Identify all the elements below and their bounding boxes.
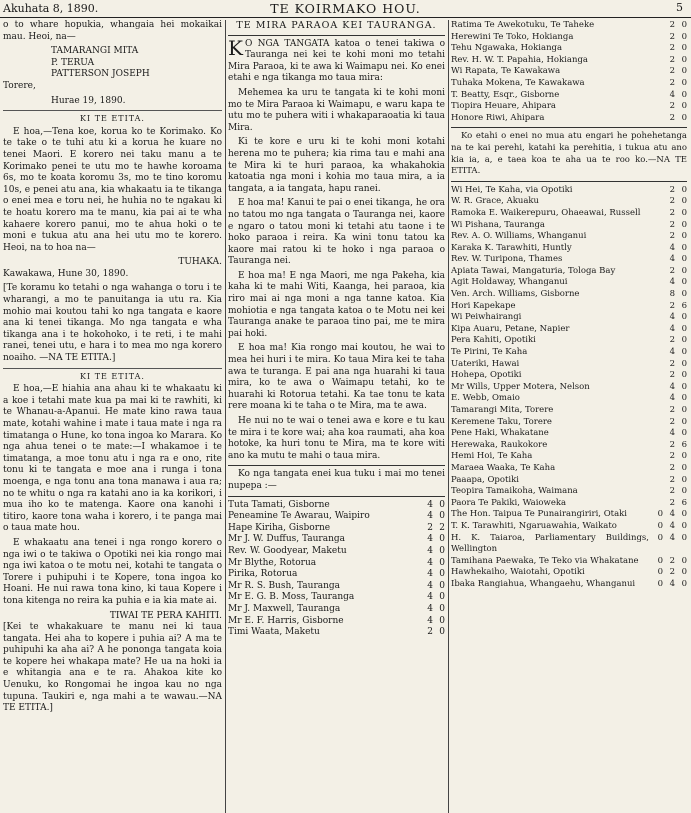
subscriber-row <box>451 101 687 113</box>
subscriber-name: Mr E. F. Harris, Gisborne <box>228 615 344 626</box>
column-subscribers <box>451 20 687 813</box>
subscriber-row <box>451 66 687 78</box>
subscriber-amount: 0 <box>681 207 687 218</box>
subscriber-name: Te Pirini, Te Kaha <box>451 347 528 358</box>
subscriber-amount: 2 <box>669 184 675 195</box>
subscriber-name: Kipa Auaru, Petane, Napier <box>451 323 570 334</box>
subscriber-row <box>228 546 445 558</box>
subscriber-amount: 2 <box>669 370 675 381</box>
subscriber-amount: 0 <box>657 578 663 589</box>
subscriber-row <box>451 393 687 405</box>
subscriber-amount: 0 <box>681 486 687 497</box>
subscriber-row <box>451 196 687 208</box>
subscriber-name: Agit Holdaway, Whanganui <box>451 277 568 288</box>
subscriber-amount: 4 <box>669 242 675 253</box>
subscriber-amount: 2 <box>669 416 675 427</box>
subscriber-amount: 0 <box>681 509 687 520</box>
subscriber-name: Mr J. W. Duffus, Tauranga <box>228 534 346 545</box>
intro-text: o to whare hopukia, whangaia hei mokaikai mau. Heoi, na— <box>3 20 222 42</box>
subscriber-amount: 4 <box>669 347 675 358</box>
subscriber-amount: 2 <box>669 54 675 65</box>
subscriber-amount: 2 <box>427 522 433 533</box>
subscriber-amount: 4 <box>669 254 675 265</box>
column-mill-article <box>228 20 445 813</box>
subscriber-amount: 0 <box>681 451 687 462</box>
subscriber-amount: 0 <box>681 555 687 566</box>
letter-body: E hoa,—E hiahia ana ahau ki te whakaatu ki a koe i tetahi mate kua pa mai ki te rawhiti, ki te Whanau-a-Apanui. He mate kino rawa taua mate, kotahi wahine i mate i taua mate i nga ra timatanga o Hune, ko tona ingoa ko Marara. Ko nga ahua tenei o te mate:—I whakamoe i te timatanga, a moe tonu atu i nga ra e ono, rite tonu ki te tangata e moe ana i runga i tona moenga, e nga tonu ana tona manawa i aua ra; no te whitu o nga ra katahi ano ia ka korikori, i mua iho ko te matenga. Kaore ona kanohi i titiro, kaore tona waha i korero, i te panga mai o taua mate hou. <box>3 384 222 534</box>
subscriber-name: Tuhaka Mokena, Te Kawakawa <box>451 77 585 88</box>
subscriber-name: Wi Rapata, Te Kawakawa <box>451 66 561 77</box>
article-paragraph: E hoa ma! Kia rongo mai koutou, he wai to mea hei huri i te mira. Ko taua Mira kei te taha awa te turanga. E pai ana nga huarahi ki taua mira, ko te awa o Waimapu tetahi, ko te huarahi ki Rotorua tetahi. Ka tae tonu te kata rere moana ki te taha o te Mira, ma te awa. <box>228 343 445 412</box>
subscriber-amount: 8 <box>669 289 675 300</box>
subscriber-row <box>451 277 687 289</box>
subscriber-name: Teopira Tamaikoha, Waimana <box>451 486 578 497</box>
subscriber-name: Tamihana Paewaka, Te Teko via Whakatane <box>451 555 639 566</box>
subscriber-name: Ibaka Rangiahua, Whangaehu, Whanganui <box>451 578 636 589</box>
article-paragraph: KO NGA TANGATA katoa o tenei takiwa o Tauranga nei kei te kohi moni mo tetahi Mira Paraoa, ki te awa ki Waimapu nei. Ko enei etahi e nga tikanga mo taua mira: <box>228 35 445 84</box>
subscriber-row <box>451 370 687 382</box>
subscriber-name: Hape Kiriha, Gisborne <box>228 522 331 533</box>
letter-signature: TIWAI TE PERA KAHITI. <box>109 610 222 621</box>
subscriber-row <box>228 627 445 639</box>
subscriber-row <box>451 417 687 429</box>
subscriber-amount: 2 <box>669 219 675 230</box>
article-paragraph: Ki te kore e uru ki te kohi moni kotahi herena mo te puhera; kia rima tau e mahi ana te Mira ki te huri paraoa, ka whakahokia katoatia nga moni i kohia mo taua mira, a ia tangata, a ia tangata, hapu ranei. <box>228 137 445 194</box>
signer: PATTERSON JOSEPH <box>51 69 150 80</box>
subscriber-row <box>228 500 445 512</box>
subscriber-list <box>451 509 687 590</box>
subscriber-amount: 2 <box>427 627 433 638</box>
subscriber-amount: 0 <box>681 578 687 589</box>
subscriber-amount: 0 <box>681 358 687 369</box>
subscriber-amount: 0 <box>681 381 687 392</box>
subscriber-row <box>451 243 687 255</box>
issue-date: Akuhata 8, 1890. <box>3 2 99 15</box>
subscriber-row <box>451 231 687 243</box>
subscriber-amount: 4 <box>669 277 675 288</box>
subscriber-amount: 0 <box>681 66 687 77</box>
subscriber-amount: 4 <box>427 545 433 556</box>
subscriber-name: Honore Riwi, Ahipara <box>451 112 545 123</box>
subscriber-amount: 0 <box>439 545 445 556</box>
subscriber-amount: 0 <box>681 347 687 358</box>
subscriber-name: Rev. W. Goodyear, Maketu <box>228 545 347 556</box>
subscriber-row <box>228 534 445 546</box>
subscriber-row <box>451 312 687 324</box>
masthead-title: TE KOIRMAKO HOU. <box>270 1 421 16</box>
subscriber-name: H. K. Taiaroa, Parliamentary Buildings, Wellington <box>451 532 649 555</box>
subscriber-row <box>451 567 687 579</box>
subscriber-name: Apiata Tawai, Mangaturia, Tologa Bay <box>451 265 616 276</box>
subscriber-amount: 0 <box>681 265 687 276</box>
subscriber-amount: 4 <box>669 393 675 404</box>
subscriber-row <box>451 20 687 32</box>
letter-signature: TUHAKA. <box>178 257 222 268</box>
subscriber-amount: 4 <box>669 89 675 100</box>
subscriber-name: Karaka K. Tarawhiti, Huntly <box>451 242 572 253</box>
subscriber-amount: 0 <box>681 277 687 288</box>
subscriber-amount: 4 <box>427 534 433 545</box>
subscriber-row <box>451 55 687 67</box>
subscriber-amount: 0 <box>681 405 687 415</box>
subscriber-row <box>228 511 445 523</box>
subscriber-name: Paora Te Pakiki, Waioweka <box>451 497 567 508</box>
subscriber-row <box>228 569 445 581</box>
subscriber-name: Wi Pishana, Tauranga <box>451 219 545 230</box>
subscriber-amount: 2 <box>669 335 675 346</box>
subscriber-amount: 2 <box>669 300 675 311</box>
subscriber-name: Hawhekaiho, Waiotahi, Opotiki <box>451 567 585 578</box>
subscriber-row <box>451 335 687 347</box>
subscriber-amount: 2 <box>669 207 675 218</box>
letter-body: E hoa,—Tena koe, korua ko te Korimako. Ko te take o te tuhi atu ki a korua he kuare no tenei Maori. E korero nei taku manu a te Korimako penei te utu mo te hawhe koroama 6s, mo te koata koromu 3s, mo te tino koromu 10s, e penei atu ana, kia whakaatu ia te tikanga o enei mea e toru nei, he huhia no te ngakau ki te hoatu korero ma te manu, kia pai ai te wha kahaere korero panui, mo te ahua hoki o te moni e tukua atu ana hei utu mo te korero. Heoi, na to hoa na— <box>3 126 222 253</box>
subscriber-name: Tamarangi Mita, Torere <box>451 405 554 415</box>
subscriber-amount: 2 <box>669 474 675 485</box>
subscriber-name: Wi Hei, Te Kaha, via Opotiki <box>451 184 573 195</box>
subscriber-amount: 4 <box>669 312 675 323</box>
subscriber-amount: 2 <box>669 43 675 54</box>
subscriber-name: Mr Wills, Upper Motera, Nelson <box>451 381 590 392</box>
subscriber-amount: 0 <box>681 242 687 253</box>
subscriber-amount: 0 <box>681 289 687 300</box>
subscriber-row <box>451 289 687 301</box>
subscriber-amount: 0 <box>439 627 445 638</box>
subscriber-amount: 2 <box>669 497 675 508</box>
subscriber-row <box>451 254 687 266</box>
subscriber-name: Paaapa, Opotiki <box>451 474 519 485</box>
subscriber-row <box>228 523 445 535</box>
subscriber-row <box>451 509 687 521</box>
subscriber-row <box>451 475 687 487</box>
subscriber-name: Timi Waata, Maketu <box>228 627 320 638</box>
subscriber-row <box>451 428 687 440</box>
subscriber-name: Ven. Arch. Williams, Gisborne <box>451 289 580 300</box>
subscriber-row <box>451 382 687 394</box>
subscriber-name: Mr Blythe, Rotorua <box>228 557 317 568</box>
subscriber-row <box>451 78 687 90</box>
letter-place: Kawakawa, Hune 30, 1890. <box>3 268 129 279</box>
subscriber-amount: 0 <box>681 532 687 543</box>
subscriber-amount: 0 <box>439 569 445 580</box>
subscriber-row <box>451 301 687 313</box>
subscriber-name: Mr R. S. Bush, Tauranga <box>228 580 341 591</box>
subscriber-row <box>451 90 687 102</box>
subscriber-amount: 2 <box>669 196 675 207</box>
subscriber-name: The Hon. Taipua Te Punairangiriri, Otaki <box>451 509 628 520</box>
subscriber-amount: 4 <box>669 578 675 589</box>
subscriber-row <box>451 208 687 220</box>
subscriber-amount: 0 <box>681 196 687 207</box>
subscriber-row <box>451 32 687 44</box>
subscriber-amount: 0 <box>681 254 687 265</box>
subscriber-name: Hori Kapekape <box>451 300 516 311</box>
subscriber-amount: 4 <box>427 615 433 626</box>
subscriber-name: Herewaka, Raukokore <box>451 439 548 450</box>
subscriber-name: Mr E. G. B. Moss, Tauranga <box>228 592 355 603</box>
subscriber-amount: 2 <box>669 555 675 566</box>
subscriber-name: Ramoka E. Waikerepuru, Ohaeawai, Russell <box>451 207 641 218</box>
subscriber-amount: 0 <box>681 31 687 42</box>
signer: P. TERUA <box>51 57 95 68</box>
subscriber-amount: 0 <box>681 112 687 123</box>
subscriber-amount: 4 <box>427 569 433 580</box>
subscriber-amount: 0 <box>439 511 445 522</box>
subscriber-amount: 2 <box>669 567 675 578</box>
subscriber-amount: 0 <box>681 474 687 485</box>
page-number: 5 <box>676 1 683 14</box>
subscriber-list <box>451 20 687 124</box>
subscriber-amount: 2 <box>669 405 675 415</box>
subscriber-amount: 0 <box>681 184 687 195</box>
editor-note: Ko etahi o enei no mua atu engari he pohehetanga na te kai perehi, katahi ka perehitia, i tukua atu ano kia ia, a, e taea koa te aha ua te roo ko.—NA TE ETITA. <box>451 131 687 177</box>
subscriber-name: Rev. W. Turipona, Thames <box>451 254 563 265</box>
article-paragraph: Mehemea ka uru te tangata ki te kohi moni mo te Mira Paraoa ki Waimapu, e waru kapa te utu mo te puhera witi i whakaparaoatia ki taua Mira. <box>228 87 445 133</box>
subscriber-amount: 4 <box>427 511 433 522</box>
subscriber-amount: 0 <box>681 335 687 346</box>
subscriber-row <box>451 266 687 278</box>
article-paragraph: He nui no te wai o tenei awa e kore e tu kau te mira i te kore wai; aha koa raumati, aha koa hotoke, ka huri tonu te Mira, ma te kore witi ano ka mutu te mahi o taua mira. <box>228 416 445 461</box>
subscriber-row <box>228 581 445 593</box>
subscriber-amount: 2 <box>669 439 675 450</box>
letter-body: E whakaatu ana tenei i nga rongo korero o nga iwi o te takiwa o Opotiki nei kia rongo mai nga iwi katoa o te motu nei, kotahi te tangata o Torere i puhipuhi i te Kopere, tona ingoa ko Hoani. He nui rawa tona kino, ki taua Kopere i tona kitenga no reira ka puhia e ia kia mate ai. <box>3 537 222 606</box>
subscriber-amount: 0 <box>439 580 445 591</box>
article-paragraph: E hoa ma! Kanui te pai o enei tikanga, he ora no tatou mo nga tangata o Tauranga nei, kaore e ngaro o tatou moni ki tetahi atu taone i te hoko paraoa i reira. Ka wini tonu tatou ka kaore mai ratou ki te hoko i nga paraoa o Tauranga nei. <box>228 198 445 267</box>
subscriber-amount: 0 <box>681 520 687 531</box>
subscriber-amount: 0 <box>681 312 687 323</box>
subscriber-name: Pera Kahiti, Opotiki <box>451 335 536 346</box>
subscriber-amount: 2 <box>669 101 675 112</box>
subscriber-row <box>451 451 687 463</box>
subscriber-name: Pirika, Rotorua <box>228 569 298 580</box>
subscriber-amount: 2 <box>669 66 675 77</box>
subscriber-amount: 4 <box>427 499 433 510</box>
subscriber-amount: 0 <box>439 499 445 510</box>
subscriber-row <box>451 359 687 371</box>
subscriber-row <box>228 592 445 604</box>
subscriber-row <box>451 579 687 591</box>
subscriber-name: Tehu Ngawaka, Hokianga <box>451 43 563 54</box>
subscriber-amount: 4 <box>427 557 433 568</box>
subscriber-amount: 4 <box>669 509 675 520</box>
subscriber-amount: 0 <box>657 509 663 520</box>
subscriber-row <box>228 604 445 616</box>
subscriber-amount: 4 <box>669 381 675 392</box>
article-paragraph: E hoa ma! E nga Maori, me nga Pakeha, kia kaha ki te mahi Witi, Kaanga, hei paraoa, kia riro mai ai nga moni a nga tanne katoa. Kia mohiotia e nga tangata katoa o te Motu nei kei Tauranga anake te paraoa tino pai, me te mira pai hoki. <box>228 270 445 339</box>
subscriber-amount: 6 <box>681 300 687 311</box>
subscriber-name: E. Webb, Omaio <box>451 393 520 404</box>
divider <box>451 181 687 182</box>
subscriber-amount: 0 <box>439 615 445 626</box>
signer: TAMARANGI MITA <box>51 46 139 57</box>
page-header <box>0 0 691 18</box>
subscriber-amount: 2 <box>669 77 675 88</box>
subscriber-amount: 2 <box>669 358 675 369</box>
subscriber-name: Ratima Te Awekotuku, Te Taheke <box>451 20 595 30</box>
subscriber-name: Uateriki, Hawai <box>451 358 520 369</box>
subscriber-amount: 0 <box>681 323 687 334</box>
subscriber-amount: 2 <box>669 486 675 497</box>
subscriber-name: Peneamine Te Awarau, Waipiro <box>228 511 370 522</box>
subscriber-amount: 4 <box>427 603 433 614</box>
letter-date: Hurae 19, 1890. <box>51 95 126 106</box>
subscriber-name: Rev. A. O. Williams, Whanganui <box>451 231 587 242</box>
article-title: TE MIRA PARAOA KEI TAURANGA. <box>236 20 437 31</box>
subscriber-name: W. R. Grace, Akuaku <box>451 196 540 207</box>
subscriber-amount: 0 <box>681 231 687 242</box>
subscriber-amount: 0 <box>681 567 687 578</box>
subscriber-amount: 0 <box>681 20 687 30</box>
subscriber-row <box>451 463 687 475</box>
subscriber-amount: 2 <box>669 265 675 276</box>
letter-place: Torere, <box>3 80 36 91</box>
subscriber-amount: 0 <box>681 416 687 427</box>
editor-reply: [Kei te whakakuare te manu nei ki taua tangata. Hei aha to kopere i puhia ai? A ma te puhipuhi ka aha ai? A he pononga tangata koia te kopere hei whakapa mate? He ua na hoki ia e whitangia ana e te ra. Ahakoa kite ko Uenuku, ko Rongomai he ingoa kau no nga tupuna. Taukiri e, nga mahi a te wawau.—NA TE ETITA.] <box>3 622 222 714</box>
divider <box>228 35 445 36</box>
divider <box>228 465 445 466</box>
subscriber-row <box>451 220 687 232</box>
subscriber-amount: 0 <box>657 532 663 543</box>
subscriber-amount: 0 <box>681 54 687 65</box>
subscriber-list <box>228 500 445 639</box>
subscriber-name: Maraea Waaka, Te Kaha <box>451 462 556 473</box>
subscriber-amount: 0 <box>439 603 445 614</box>
subscriber-amount: 2 <box>669 231 675 242</box>
subscriber-amount: 2 <box>669 451 675 462</box>
subscriber-name: Keremene Taku, Torere <box>451 416 552 427</box>
subscriber-name: Hohepa, Opotiki <box>451 370 522 381</box>
subscribers-intro: Ko nga tangata enei kua tuku i mai mo tenei nupepa :— <box>228 469 445 491</box>
column-rule <box>225 20 226 813</box>
subscriber-name: Mr J. Maxwell, Tauranga <box>228 603 341 614</box>
subscriber-amount: 0 <box>439 557 445 568</box>
subscriber-amount: 2 <box>669 31 675 42</box>
subscriber-name: T. K. Tarawhiti, Ngaruawahia, Waikato <box>451 520 617 531</box>
subscriber-amount: 0 <box>681 43 687 54</box>
subscriber-row <box>451 556 687 568</box>
subscriber-name: Herewini Te Toko, Hokianga <box>451 31 574 42</box>
subscriber-row <box>451 324 687 336</box>
subscriber-amount: 0 <box>681 89 687 100</box>
subscriber-name: Wi Peiwhairangi <box>451 312 522 323</box>
subscriber-amount: 4 <box>669 323 675 334</box>
editor-reply: [Te koramu ko tetahi o nga wahanga o toru i te wharangi, a mo te panuitanga ia utu ra. Kia mohio mai koutou tahi ko nga tangata e kaore ana ki tenei tikanga. Mo nga tangata e wha tikanga ana i te hokohoko, i te reti, i te mahi ranei, tenei utu, e hara i to mea mo nga korero noaiho. —NA TE ETITA.] <box>3 283 222 364</box>
subscriber-row <box>228 558 445 570</box>
subscriber-row <box>451 185 687 197</box>
column-rule <box>448 20 449 813</box>
subscriber-row <box>451 43 687 55</box>
subscriber-amount: 0 <box>657 555 663 566</box>
subscriber-row <box>451 533 687 556</box>
subscriber-row <box>451 498 687 510</box>
subscriber-amount: 4 <box>669 520 675 531</box>
subscriber-amount: 0 <box>681 428 687 439</box>
subscriber-amount: 0 <box>681 393 687 404</box>
subscriber-row <box>451 405 687 417</box>
subscriber-amount: 6 <box>681 497 687 508</box>
subscriber-row <box>451 521 687 533</box>
subscriber-name: Pene Haki, Whakatane <box>451 428 549 439</box>
subscriber-name: Tuta Tamati, Gisborne <box>228 499 330 510</box>
subscriber-amount: 0 <box>681 77 687 88</box>
subscriber-amount: 0 <box>657 520 663 531</box>
column-letters <box>3 20 222 813</box>
subscriber-amount: 0 <box>681 462 687 473</box>
section-heading: KI TE ETITA. <box>3 368 222 383</box>
subscriber-row <box>228 616 445 628</box>
subscriber-name: Hemi Hoi, Te Kaha <box>451 451 533 462</box>
subscriber-amount: 2 <box>669 462 675 473</box>
subscriber-list <box>451 185 687 510</box>
subscriber-row <box>451 347 687 359</box>
subscriber-row <box>451 113 687 125</box>
subscriber-row <box>451 440 687 452</box>
subscriber-row <box>451 486 687 498</box>
subscriber-amount: 4 <box>669 532 675 543</box>
subscriber-amount: 4 <box>427 580 433 591</box>
subscriber-amount: 0 <box>681 219 687 230</box>
subscriber-amount: 0 <box>439 592 445 603</box>
subscriber-amount: 2 <box>669 20 675 30</box>
subscriber-amount: 0 <box>657 567 663 578</box>
subscriber-amount: 0 <box>681 370 687 381</box>
section-heading: KI TE ETITA. <box>3 110 222 125</box>
subscriber-amount: 4 <box>669 428 675 439</box>
subscriber-name: T. Beatty, Esqr., Gisborne <box>451 89 560 100</box>
subscriber-amount: 0 <box>439 534 445 545</box>
subscriber-amount: 2 <box>669 112 675 123</box>
subscriber-amount: 0 <box>681 101 687 112</box>
subscriber-name: Tiopira Heuare, Ahipara <box>451 101 556 112</box>
subscriber-name: Rev. H. W. T. Papahia, Hokianga <box>451 54 588 65</box>
divider <box>451 127 687 128</box>
divider <box>228 496 445 497</box>
subscriber-amount: 6 <box>681 439 687 450</box>
subscriber-amount: 4 <box>427 592 433 603</box>
subscriber-amount: 2 <box>439 522 445 533</box>
